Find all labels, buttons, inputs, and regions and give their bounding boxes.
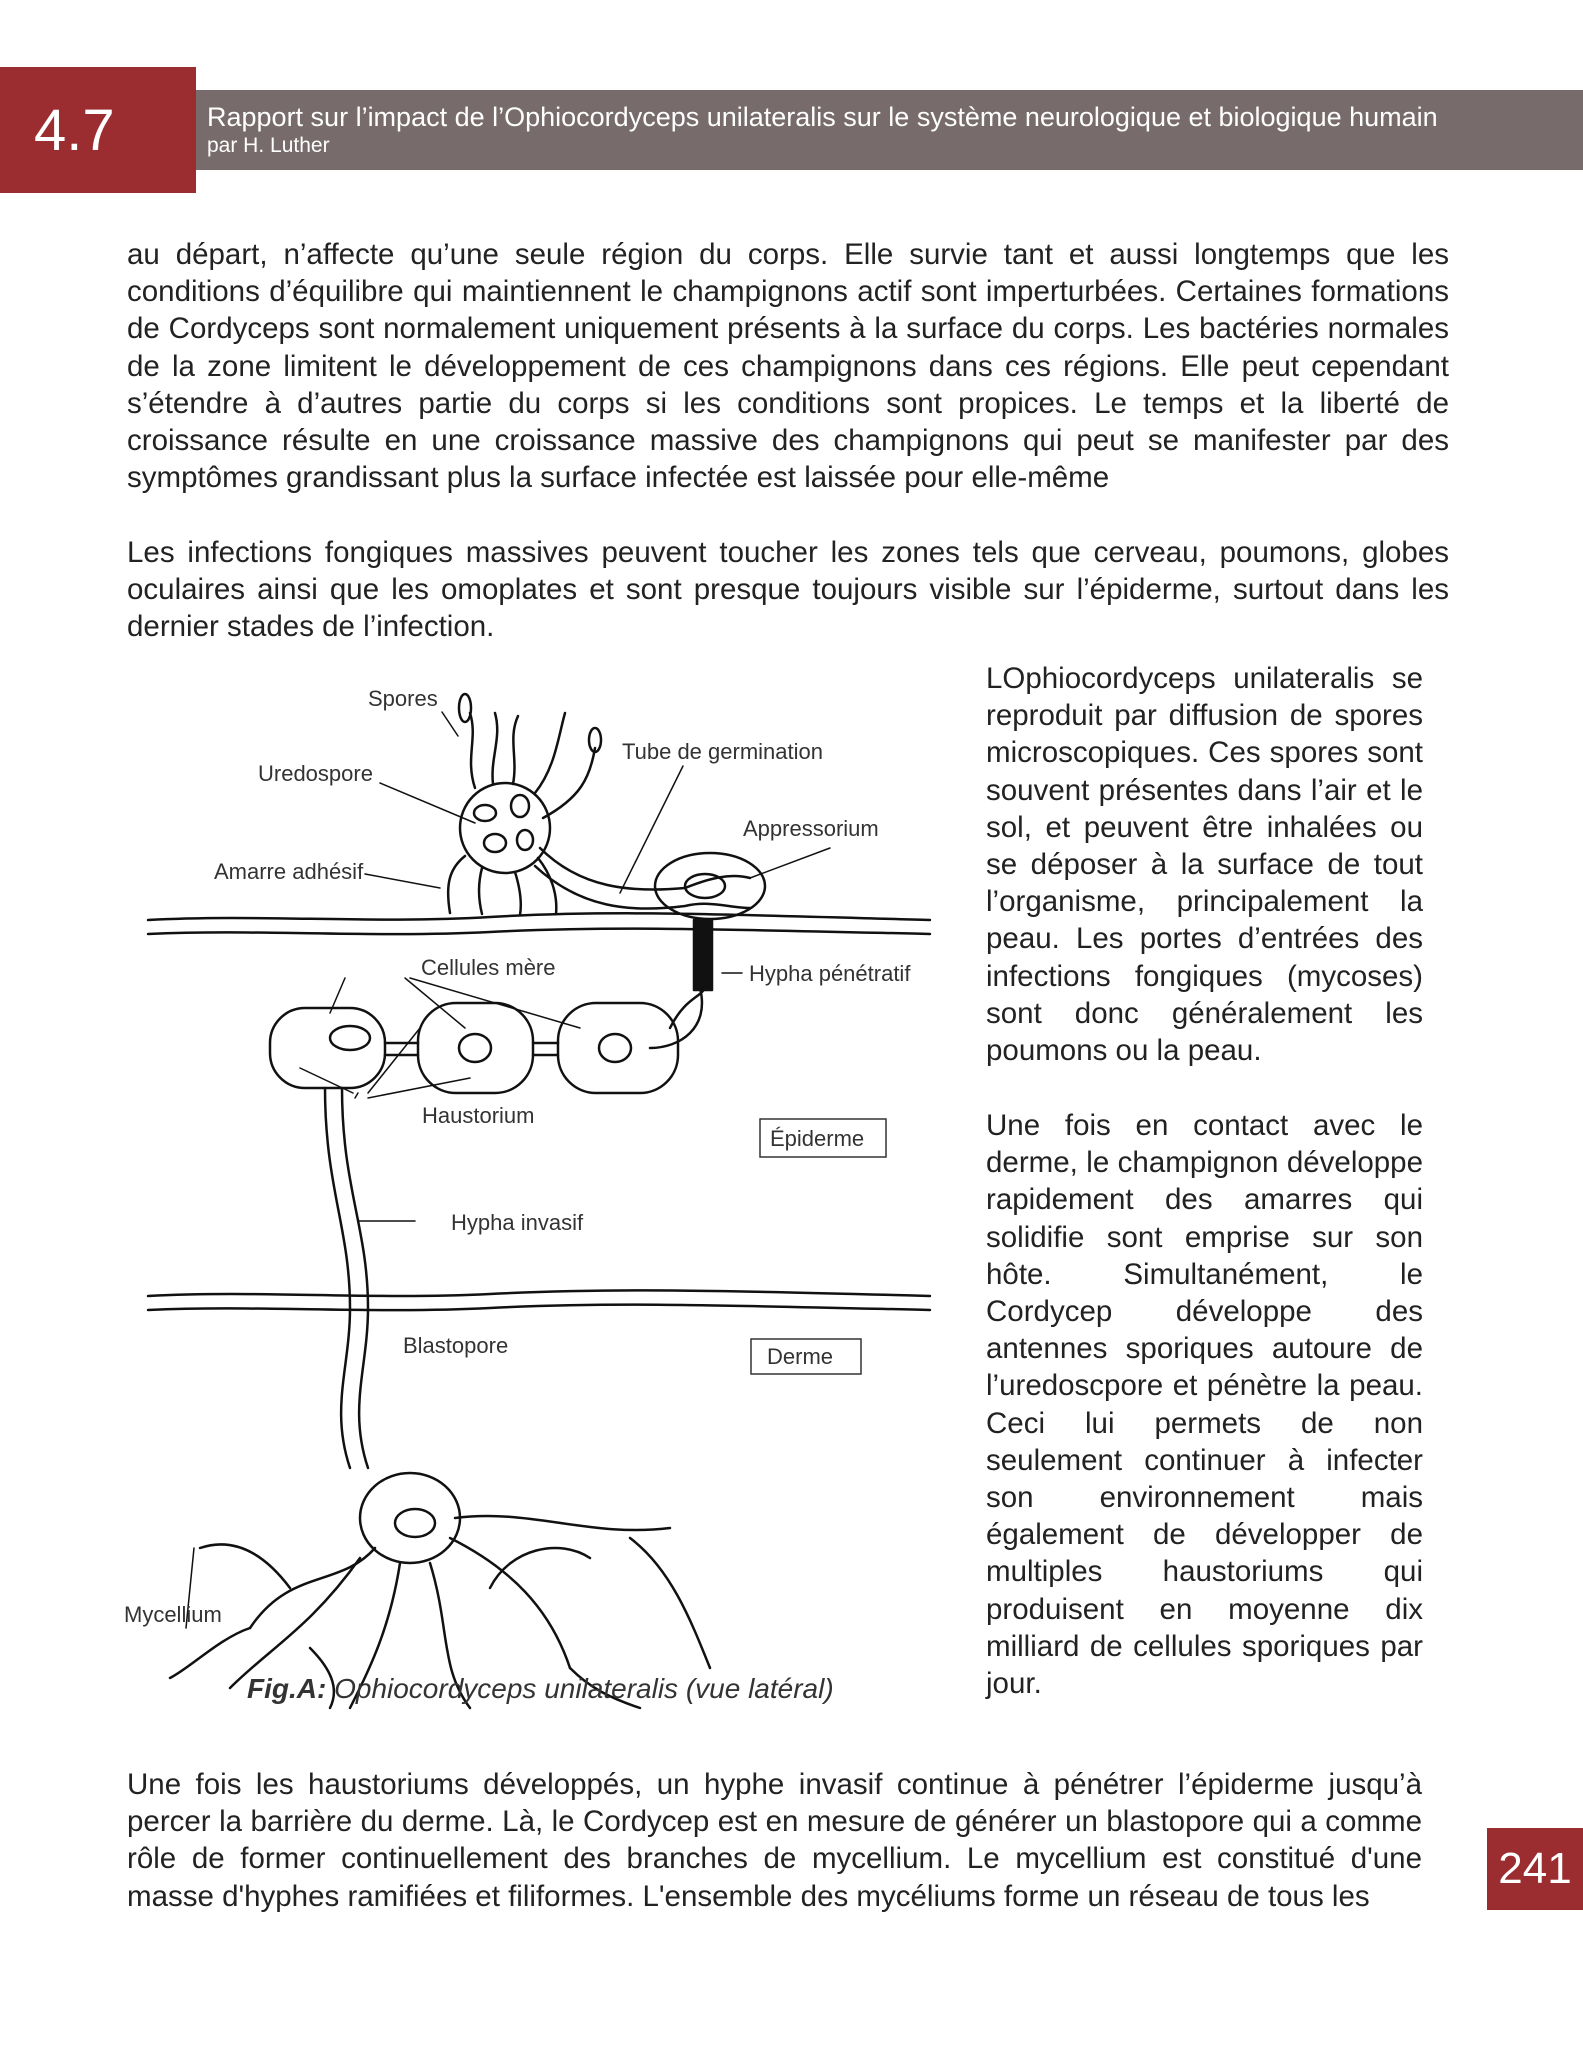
- label-tube: Tube de germination: [622, 739, 823, 764]
- label-hypha-invasif: Hypha invasif: [451, 1210, 584, 1235]
- label-amarre: Amarre adhésif: [214, 859, 364, 884]
- paragraph-3: Une fois les haustoriums développés, un hyphe invasif continue à pénétrer l’épiderme jusqu’à percer la barrière du derme. Là, le Cordycep est en mesure de générer un blastopore qui a comme rôle de former continuellement des branches de mycellium. Le mycellium est constitué d'une masse d'hyphes ramifiées et filiformes. L'ensemble des mycéliums forme un réseau de tous les: [127, 1768, 1422, 1913]
- label-epiderme: Épiderme: [770, 1126, 865, 1151]
- label-blastopore: Blastopore: [403, 1333, 509, 1358]
- label-hypha-penetratif: Hypha pénétratif: [749, 961, 911, 986]
- caption-text: Ophiocordyceps unilateralis (vue latéral): [326, 1673, 834, 1704]
- label-cellules: Cellules mère: [421, 955, 556, 980]
- label-haustorium: Haustorium: [422, 1103, 535, 1128]
- section-number: 4.7: [0, 67, 196, 193]
- fungus-diagram-svg: [110, 668, 950, 1718]
- label-uredospore: Uredospore: [258, 761, 373, 786]
- caption-label: Fig.A:: [247, 1673, 327, 1704]
- label-appressorium: Appressorium: [743, 816, 879, 841]
- page-number: 241: [1487, 1828, 1583, 1910]
- chapter-author: par H. Luther: [207, 134, 330, 157]
- side-paragraph-2: Une fois en contact avec le derme, le champignon développe rapidement des amarres qui solidifie sont emprise sur son hôte. Simultanément, le Cordycep développe des antennes sporiques autoure de l’uredoscpore et pénètre la peau. Ceci lui permets de non seulement continuer à infecter son environnement mais également de développer de multiples haustoriums qui produisent en moyenne dix milliard de cellules sporiques par jour.: [986, 1109, 1423, 1701]
- label-mycellium: Mycellium: [124, 1602, 222, 1627]
- label-spores: Spores: [368, 686, 438, 711]
- header-bar: [196, 90, 1583, 170]
- chapter-title: Rapport sur l’impact de l’Ophiocordyceps unilateralis sur le système neurologique et biologique humain: [207, 102, 1438, 132]
- paragraph-1: au départ, n’affecte qu’une seule région du corps. Elle survie tant et aussi longtemps que les conditions d’équilibre qui maintiennent le champignons actif sont imperturbées. Certaines formations de Cordyceps sont normalement uniquement présents à la surface du corps. Les bactéries normales de la zone limitent le développement de ces champignons dans ces régions. Elle peut cependant s’étendre à d’autres partie du corps si les conditions sont propices. Le temps et la liberté de croissance résulte en une croissance massive des champignons qui peut se manifester par des symptômes grandissant plus la surface infectée est laissée pour elle-même: [127, 238, 1449, 495]
- side-paragraph-1: LOphiocordyceps unilateralis se reproduit par diffusion de spores microscopiques. Ces spores sont souvent présentes dans l’air et le sol, et peuvent être inhalées ou se déposer à la surface de tout l’organisme, principalement la peau. Les portes d’entrées des infections fongiques (mycoses) sont donc généralement les poumons ou la peau.: [986, 662, 1423, 1068]
- figure-caption: [247, 1673, 834, 1705]
- label-derme: Derme: [767, 1344, 834, 1369]
- fungus-diagram: [110, 668, 950, 1718]
- paragraph-2: Les infections fongiques massives peuvent toucher les zones tels que cerveau, poumons, globes oculaires ainsi que les omoplates et sont presque toujours visible sur l’épiderme, surtout dans les dernier stades de l’infection.: [127, 536, 1449, 644]
